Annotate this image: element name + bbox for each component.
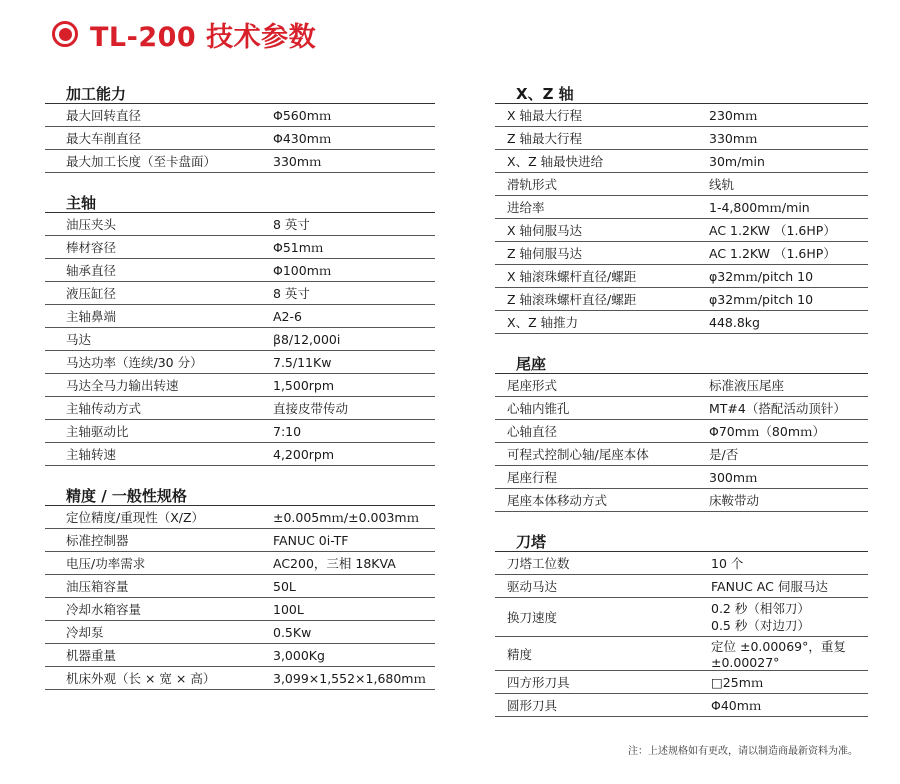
spec-key: 主轴驱动比 <box>45 420 269 443</box>
section-title: 主轴 <box>45 187 435 213</box>
spec-table <box>45 213 435 466</box>
table-row <box>45 575 435 598</box>
spec-value: 床鞍带动 <box>705 489 868 512</box>
spec-key: X、Z 轴最快进给 <box>495 150 705 173</box>
section-precision <box>45 480 435 690</box>
table-row <box>495 466 868 489</box>
spec-value: φ32mｍ/pitch 10 <box>705 288 868 311</box>
table-row <box>45 104 435 127</box>
spec-value-line: 0.2 秒（相邻刀） <box>711 601 810 616</box>
spec-key: 尾座本体移动方式 <box>495 489 705 512</box>
table-row <box>45 552 435 575</box>
spec-table <box>45 104 435 173</box>
table-row <box>495 374 868 397</box>
table-row <box>495 127 868 150</box>
spec-value: 1-4,800mｍ/min <box>705 196 868 219</box>
spec-value-line: 0.5 秒（对边刀） <box>711 618 810 633</box>
spec-value: FANUC 0i-TF <box>269 529 435 552</box>
spec-value: AC 1.2KW （1.6HP） <box>705 219 868 242</box>
spec-value: 100L <box>269 598 435 621</box>
spec-key: 定位精度/重现性（X/Z） <box>45 506 269 529</box>
spec-value: 7:10 <box>269 420 435 443</box>
section-axes <box>495 78 868 334</box>
table-row <box>495 104 868 127</box>
spec-key: 心轴直径 <box>495 420 705 443</box>
page-title: TL-200 技术参数 <box>90 21 317 53</box>
spec-value: Φ100mｍ <box>269 259 435 282</box>
table-row <box>495 311 868 334</box>
spec-key: 电压/功率需求 <box>45 552 269 575</box>
spec-value: 3,000Kg <box>269 644 435 667</box>
spec-value: β8/12,000i <box>269 328 435 351</box>
table-row <box>45 621 435 644</box>
spec-key: 主轴传动方式 <box>45 397 269 420</box>
spec-key: 滑轨形式 <box>495 173 705 196</box>
table-row <box>45 127 435 150</box>
section-spindle <box>45 187 435 466</box>
spec-value: 300mｍ <box>705 466 868 489</box>
section-title: 尾座 <box>495 348 868 374</box>
spec-key: 马达全马力输出转速 <box>45 374 269 397</box>
spec-value: φ32mｍ/pitch 10 <box>705 265 868 288</box>
spec-value: 10 个 <box>705 552 868 575</box>
spec-key: 主轴转速 <box>45 443 269 466</box>
table-row <box>495 694 868 717</box>
spec-key: 可程式控制心轴/尾座本体 <box>495 443 705 466</box>
spec-value: 1,500rpm <box>269 374 435 397</box>
spec-key: Z 轴滚珠螺杆直径/螺距 <box>495 288 705 311</box>
spec-value: □25mｍ <box>705 671 868 694</box>
spec-key: 机床外观（长 × 宽 × 高） <box>45 667 269 690</box>
section-machining <box>45 78 435 173</box>
spec-value: Φ40mｍ <box>705 694 868 717</box>
spec-value: 230mｍ <box>705 104 868 127</box>
table-row <box>495 598 868 637</box>
spec-value: 330mｍ <box>269 150 435 173</box>
table-row <box>45 351 435 374</box>
spec-value: Φ560mｍ <box>269 104 435 127</box>
table-row <box>495 420 868 443</box>
spec-value: Φ51mｍ <box>269 236 435 259</box>
spec-value: FANUC AC 伺服马达 <box>705 575 868 598</box>
spec-key: 机器重量 <box>45 644 269 667</box>
spec-key: 马达 <box>45 328 269 351</box>
table-row <box>45 305 435 328</box>
table-row <box>45 644 435 667</box>
table-row <box>495 443 868 466</box>
spec-value: 8 英寸 <box>269 282 435 305</box>
right-column <box>495 78 868 731</box>
table-row <box>45 150 435 173</box>
spec-value: A2-6 <box>269 305 435 328</box>
table-row <box>495 397 868 420</box>
spec-key: 油压箱容量 <box>45 575 269 598</box>
spec-key: 冷却水箱容量 <box>45 598 269 621</box>
table-row <box>45 213 435 236</box>
footnote: 注：上述规格如有更改，请以制造商最新资料为准。 <box>628 746 858 757</box>
section-title: 精度 / 一般性规格 <box>45 480 435 506</box>
spec-value: 448.8kg <box>705 311 868 334</box>
spec-key: 驱动马达 <box>495 575 705 598</box>
spec-key: X 轴伺服马达 <box>495 219 705 242</box>
spec-key: Z 轴最大行程 <box>495 127 705 150</box>
section-title: 刀塔 <box>495 526 868 552</box>
spec-key: 圆形刀具 <box>495 694 705 717</box>
spec-key: 液压缸径 <box>45 282 269 305</box>
spec-value: AC 1.2KW （1.6HP） <box>705 242 868 265</box>
table-row <box>45 259 435 282</box>
spec-key: 棒材容径 <box>45 236 269 259</box>
spec-value: MT#4（搭配活动顶针） <box>705 397 868 420</box>
table-row <box>45 598 435 621</box>
table-row <box>45 529 435 552</box>
table-row <box>495 265 868 288</box>
table-row <box>45 236 435 259</box>
spec-value <box>705 598 868 637</box>
spec-value: 30m/min <box>705 150 868 173</box>
spec-table <box>45 506 435 690</box>
table-row <box>45 506 435 529</box>
spec-value: 定位 ±0.00069°，重复 ±0.00027° <box>705 637 868 671</box>
section-tailstock <box>495 348 868 512</box>
spec-key: 最大回转直径 <box>45 104 269 127</box>
spec-value: 3,099×1,552×1,680mｍ <box>269 667 435 690</box>
spec-key: 尾座形式 <box>495 374 705 397</box>
spec-value: 0.5Kw <box>269 621 435 644</box>
spec-key: 油压夹头 <box>45 213 269 236</box>
spec-table <box>495 374 868 512</box>
spec-value: ±0.005mｍ/±0.003mｍ <box>269 506 435 529</box>
table-row <box>495 575 868 598</box>
table-row <box>45 443 435 466</box>
table-row <box>495 288 868 311</box>
table-row <box>495 196 868 219</box>
spec-value: 7.5/11Kw <box>269 351 435 374</box>
table-row <box>495 489 868 512</box>
table-row <box>495 219 868 242</box>
section-title: 加工能力 <box>45 78 435 104</box>
spec-key: 最大车削直径 <box>45 127 269 150</box>
spec-key: X 轴滚珠螺杆直径/螺距 <box>495 265 705 288</box>
table-row <box>45 667 435 690</box>
section-turret <box>495 526 868 717</box>
spec-value: AC200，三相 18KVA <box>269 552 435 575</box>
spec-key: 换刀速度 <box>495 598 705 637</box>
spec-key: X、Z 轴推力 <box>495 311 705 334</box>
table-row <box>495 552 868 575</box>
spec-value: 4,200rpm <box>269 443 435 466</box>
spec-key: 最大加工长度（至卡盘面） <box>45 150 269 173</box>
spec-key: Z 轴伺服马达 <box>495 242 705 265</box>
table-row <box>495 150 868 173</box>
spec-value: 线轨 <box>705 173 868 196</box>
table-row <box>45 397 435 420</box>
page-header <box>52 14 316 54</box>
spec-key: 冷却泵 <box>45 621 269 644</box>
spec-key: 四方形刀具 <box>495 671 705 694</box>
table-row <box>45 374 435 397</box>
spec-key: 标准控制器 <box>45 529 269 552</box>
table-row <box>495 671 868 694</box>
spec-key: 精度 <box>495 637 705 671</box>
bullet-circle-icon <box>52 21 78 47</box>
spec-key: 尾座行程 <box>495 466 705 489</box>
spec-key: X 轴最大行程 <box>495 104 705 127</box>
left-column <box>45 78 435 704</box>
section-title: X、Z 轴 <box>495 78 868 104</box>
spec-value: 标准液压尾座 <box>705 374 868 397</box>
table-row <box>495 637 868 671</box>
spec-table <box>495 552 868 717</box>
table-row <box>495 242 868 265</box>
table-row <box>495 173 868 196</box>
spec-value: 330mｍ <box>705 127 868 150</box>
spec-value: 8 英寸 <box>269 213 435 236</box>
table-row <box>45 282 435 305</box>
spec-value: 直接皮带传动 <box>269 397 435 420</box>
spec-key: 进给率 <box>495 196 705 219</box>
spec-value: 是/否 <box>705 443 868 466</box>
spec-key: 心轴内锥孔 <box>495 397 705 420</box>
spec-key: 刀塔工位数 <box>495 552 705 575</box>
spec-table <box>495 104 868 334</box>
spec-value: 50L <box>269 575 435 598</box>
table-row <box>45 420 435 443</box>
spec-key: 主轴鼻端 <box>45 305 269 328</box>
spec-value: Φ430mｍ <box>269 127 435 150</box>
table-row <box>45 328 435 351</box>
spec-value: Φ70mｍ（80mｍ） <box>705 420 868 443</box>
spec-key: 轴承直径 <box>45 259 269 282</box>
spec-key: 马达功率（连续/30 分） <box>45 351 269 374</box>
